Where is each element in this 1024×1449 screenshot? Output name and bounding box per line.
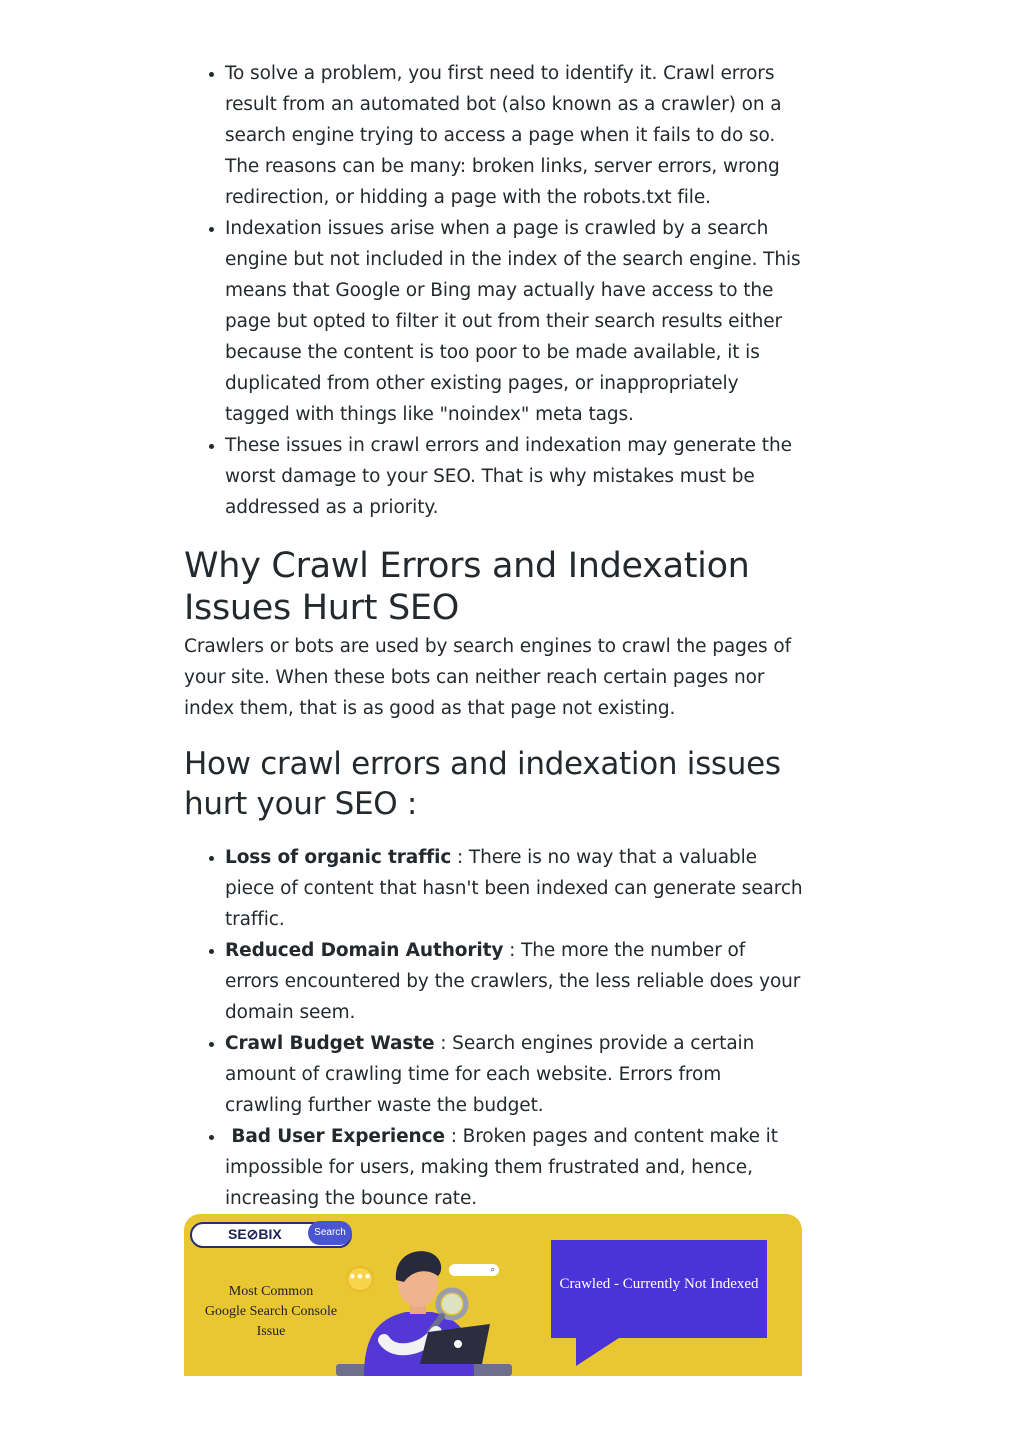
section-heading-why: Why Crawl Errors and Indexation Issues Hurt SEO <box>184 546 750 628</box>
list-item <box>225 842 804 935</box>
intro-list <box>184 58 804 523</box>
list-item-term: Reduced Domain Authority <box>225 940 504 961</box>
chat-bubble-icon: ••• <box>346 1266 374 1292</box>
list-item: • These issues in crawl errors and indexation may generate the worst damage to your SEO. That is why mistakes must be addressed as a priority. <box>225 430 804 523</box>
callout-tail <box>576 1336 622 1366</box>
person-laptop-illustration <box>324 1240 524 1376</box>
banner-caption-line: Google Search Console <box>204 1304 338 1319</box>
search-bar-illustration: ⌕ <box>449 1264 499 1276</box>
list-item-term: Bad User Experience <box>225 1126 445 1147</box>
section-paragraph-why: Crawlers or bots are used by search engines to crawl the pages of your site. When these bots can neither reach certain pages nor index them, that is as good as that page not existing. <box>184 636 791 719</box>
banner-caption-line: Most Common <box>228 1284 314 1299</box>
list-item-desc: : Broken pages and content make it impossible for users, making them frustrated and, hence, increasing the bounce rate. <box>225 1126 778 1209</box>
list-item-desc: : There is no way that a valuable piece of content that hasn't been indexed can generate search traffic. <box>225 847 803 930</box>
callout-box <box>551 1240 767 1338</box>
list-item-term: Loss of organic traffic <box>225 847 452 868</box>
list-item-desc: : Search engines provide a certain amount of crawling time for each website. Errors from crawling further waste the budget. <box>225 1033 755 1116</box>
list-item-term: Crawl Budget Waste <box>225 1033 435 1054</box>
list-item-desc: : The more the number of errors encountered by the crawlers, the less reliable does your domain seem. <box>225 940 801 1023</box>
list-item: • Indexation issues arise when a page is crawled by a search engine but not included in the index of the search engine. This means that Google or Bing may actually have access to the page but opted to filter it out from their search results either because the content is too poor to be made available, it is duplicated from other existing pages, or inappropriately tagged with things like "noindex" meta tags. <box>225 213 804 430</box>
list-item: • To solve a problem, you first need to identify it. Crawl errors result from an automated bot (also known as a crawler) on a search engine trying to access a page when it fails to do so. The reasons can be many: broken links, server errors, wrong redirection, or hidding a page with the robots.txt file. <box>225 58 804 213</box>
promo-banner-image <box>184 1214 802 1376</box>
banner-caption-line: Issue <box>256 1324 286 1339</box>
logo-search-badge: Search <box>308 1221 352 1245</box>
impact-list <box>184 842 804 1214</box>
list-item <box>225 1121 804 1214</box>
callout-text: Crawled - Currently Not Indexed <box>559 1276 759 1292</box>
article-content <box>184 58 804 1214</box>
brand-logo-text: SE⊘BIX <box>228 1226 282 1242</box>
section-heading-how: How crawl errors and indexation issues hurt your SEO : <box>184 746 781 822</box>
list-item <box>225 935 804 1028</box>
list-item <box>225 1028 804 1121</box>
